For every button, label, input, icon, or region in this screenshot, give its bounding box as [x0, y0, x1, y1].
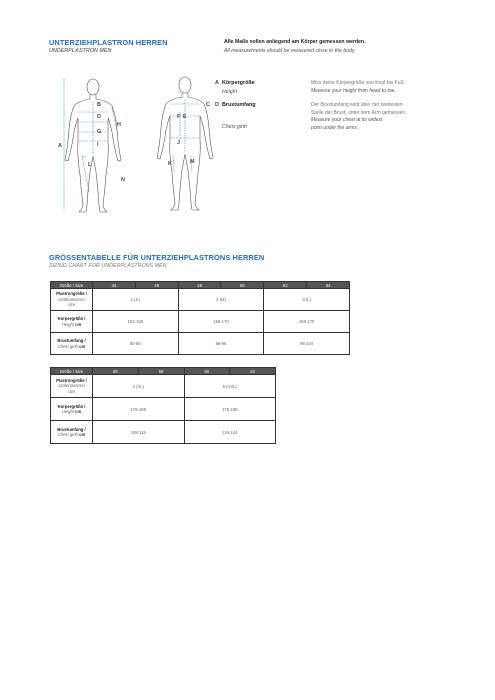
letter-G: G	[97, 129, 102, 135]
table-cell: 4 (XL)	[93, 375, 185, 398]
letter-F: F	[177, 114, 181, 120]
measurement-D-label-en: Chest girth	[222, 124, 248, 130]
table-row	[51, 398, 276, 421]
letter-I-front: I	[97, 142, 99, 148]
measurement-A-desc-de: Miss deine Körpergröße von Kopf bis Fuß.	[311, 80, 405, 86]
table-row	[51, 375, 276, 398]
size-table-1	[50, 281, 350, 355]
measurement-D-desc-de-1: Der Brustumfang wird über der breitesten	[311, 102, 403, 108]
letter-J: J	[177, 140, 180, 146]
row-unit: cm	[75, 409, 82, 414]
table-header-cell: 54	[307, 282, 350, 289]
title-en: UNDERPLASTRON MEN	[49, 48, 112, 54]
measurement-A-desc-en: Measure your height from head to toe.	[311, 88, 396, 94]
row-label-de: Plastrongröße /	[56, 377, 87, 383]
row-label-en: Height	[61, 321, 74, 327]
row-label-de: Körpergröße /	[57, 316, 86, 321]
table-cell: 5 (XXL)	[184, 375, 276, 398]
table-header-cell: Größe / Size	[51, 282, 93, 289]
measure-note-en: All measurements should be measured close to the body.	[224, 48, 356, 54]
measurement-A-letter: A	[215, 80, 219, 86]
row-unit: cm	[79, 343, 86, 349]
table-header-cell: 60	[184, 368, 230, 375]
table-cell: 2 (M)	[178, 289, 264, 311]
letter-M: M	[190, 159, 195, 165]
table-row	[51, 333, 350, 355]
row-label-en2: size	[67, 302, 76, 308]
size-table-2	[50, 367, 276, 444]
table-header-cell: 58	[138, 368, 184, 375]
measurement-D-letter: D	[215, 102, 219, 108]
row-label-de: Brustumfang /	[57, 338, 86, 343]
table-header-cell: Größe / Size	[51, 368, 93, 375]
row-label-height	[51, 398, 93, 421]
table-row	[51, 421, 276, 444]
table-row	[51, 311, 350, 333]
table-cell: 1 (S)	[93, 289, 179, 311]
table-header-cell: 52	[264, 282, 307, 289]
table-cell: 3 (L)	[264, 289, 350, 311]
row-label-chest	[51, 333, 93, 355]
table-cell: 176-188	[184, 398, 276, 421]
table-row	[51, 289, 350, 311]
measurement-D-desc-de-2: Stelle der Brust, unter dem Arm gemessen.	[311, 110, 407, 116]
row-unit: cm	[79, 432, 86, 437]
letter-N: N	[121, 177, 125, 183]
table-cell: 88-96	[178, 333, 264, 355]
measure-note-de: Alle Maße sollen anliegend am Körper gemessen werden.	[224, 39, 366, 45]
letter-A: A	[58, 143, 62, 149]
front-measure-lines	[64, 79, 118, 212]
table-cell: 158-170	[178, 311, 264, 333]
table-header-cell: 46	[135, 282, 178, 289]
row-label-de: Brustumfang /	[57, 426, 86, 432]
letter-B: B	[97, 102, 101, 108]
table-cell: 80-88	[93, 333, 179, 355]
table-header-cell: 48	[178, 282, 221, 289]
table-cell: 108-116	[93, 421, 185, 444]
row-unit: cm	[75, 321, 82, 327]
letter-K: K	[168, 161, 172, 167]
row-label-en: Chest girth	[57, 343, 78, 349]
letter-E: E	[183, 114, 187, 120]
row-label-en2: size	[67, 388, 76, 394]
table-cell: 96-104	[264, 333, 350, 355]
letter-C: C	[206, 102, 210, 108]
measurement-A-label-de: Körpergröße	[222, 80, 255, 86]
row-label-en: Height	[61, 409, 74, 414]
table-header-cell: 50	[221, 282, 264, 289]
measurement-D-label-de: Brustumfang	[222, 102, 256, 108]
letter-L: L	[88, 162, 92, 168]
table-header-row	[51, 282, 350, 289]
measurement-D-desc-en-2: point under the arms.	[311, 125, 359, 131]
sizing-title-de: GRÖSSENTABELLE FÜR UNTERZIEHPLASTRONS HERREN	[49, 253, 265, 262]
letter-H: H	[117, 122, 121, 128]
row-label-plastron-size	[51, 375, 93, 398]
table-cell: 116-124	[184, 421, 276, 444]
row-label-en: Underplastron	[58, 296, 85, 302]
body-measurement-figure	[40, 60, 220, 225]
table-cell: 176-188	[93, 398, 185, 421]
row-label-de: Plastrongröße /	[56, 291, 87, 297]
table-header-cell: 56	[93, 368, 139, 375]
measurement-A-label-en: Height	[222, 89, 237, 95]
measurement-D-desc-en-1: Measure your chest at its widest	[311, 117, 383, 123]
title-de: UNTERZIEHPLASTRON HERREN	[49, 38, 168, 47]
table-cell: 152-158	[93, 311, 179, 333]
row-label-en: Chest girth	[57, 432, 78, 437]
row-label-en: Underplastron	[58, 383, 85, 389]
table-cell: 158-170	[264, 311, 350, 333]
row-label-height	[51, 311, 93, 333]
table-header-cell: 62	[230, 368, 276, 375]
row-label-plastron-size	[51, 289, 93, 311]
table-header-cell: 44	[93, 282, 136, 289]
sizing-title-en: SIZING CHART FOR UNDERPLASTRONS MEN	[49, 263, 167, 269]
table-header-row	[51, 368, 276, 375]
back-measure-lines	[170, 100, 200, 172]
row-label-de: Körpergröße /	[57, 403, 86, 409]
row-label-chest	[51, 421, 93, 444]
letter-D-front: D	[97, 114, 101, 120]
